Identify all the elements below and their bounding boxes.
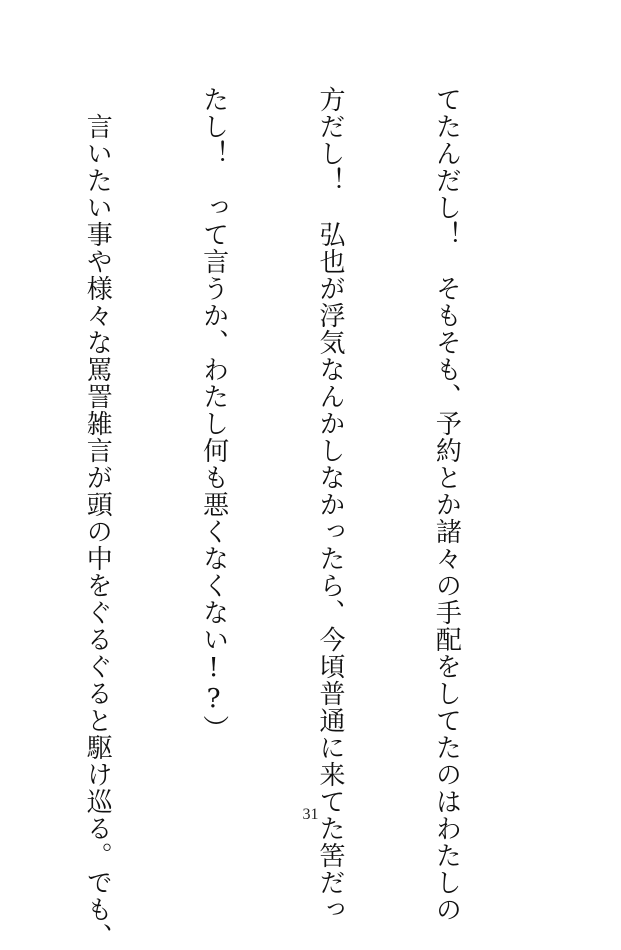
text-line-4: 言いたい事や様々な罵詈雑言が頭の中をぐるぐると駆け巡る。でも、 [82, 86, 113, 950]
text-line-3: たし！ って言うか、わたし何も悪くなくない!?） [198, 86, 229, 742]
text-line-2: 方だし！ 弘也が浮気なんかしなかったら、今頃普通に来てた筈だっ [315, 86, 346, 923]
text-line-1: てたんだし！ そもそも、予約とか諸々の手配をしてたのはわたしの [431, 86, 462, 923]
page-number: 31 [302, 806, 319, 823]
